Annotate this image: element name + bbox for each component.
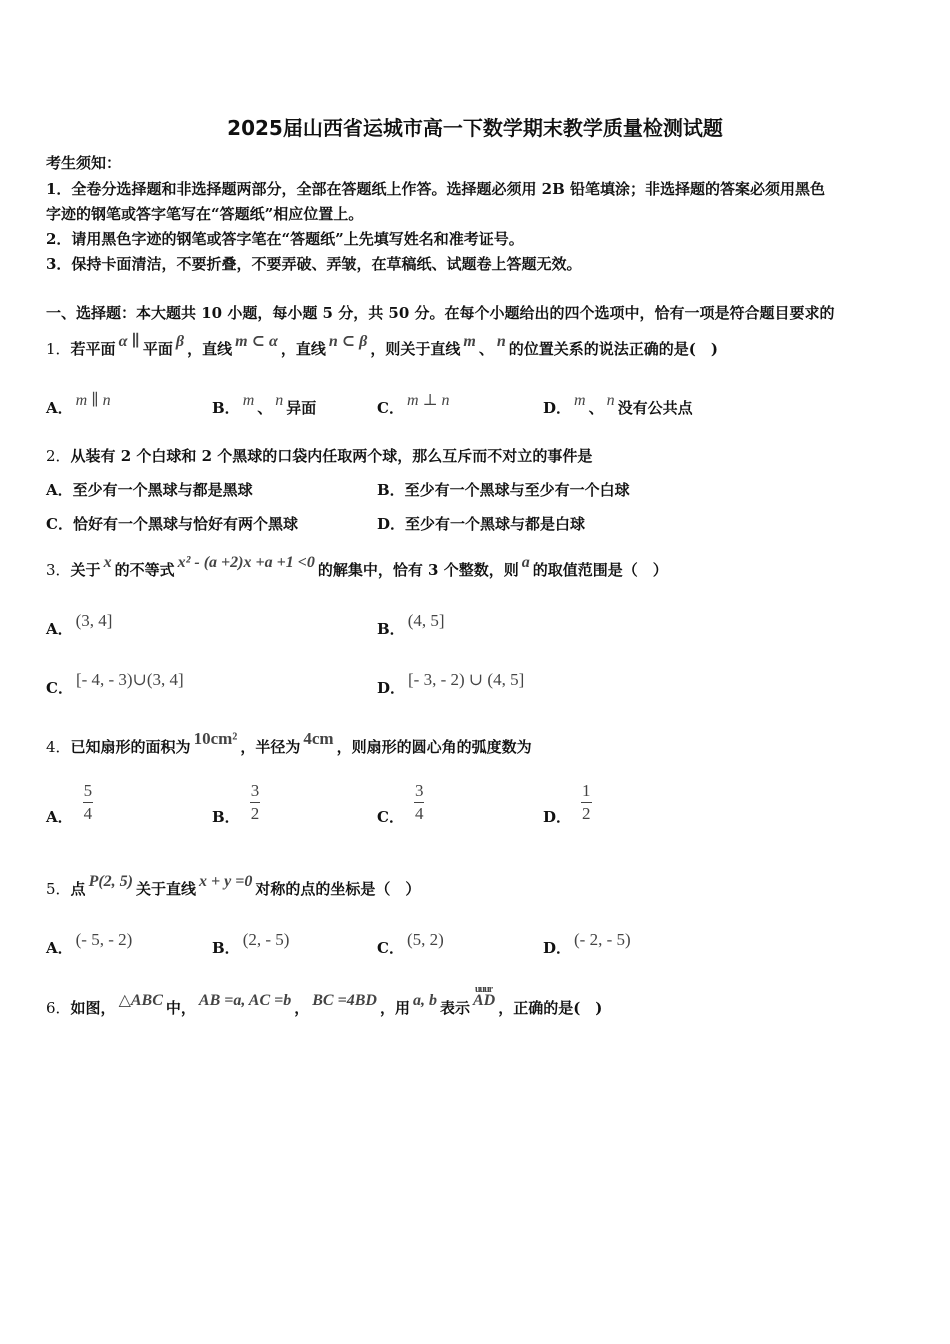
option-2c: C．恰好有一个黑球与恰好有两个黑球 bbox=[46, 515, 298, 533]
math-expression: (2, - 5) bbox=[242, 930, 290, 949]
math-expression: (3, 4] bbox=[75, 611, 113, 630]
question-text: 点 bbox=[70, 880, 86, 898]
option-label: D． bbox=[377, 679, 406, 697]
option-5b bbox=[212, 930, 292, 958]
option-3a bbox=[46, 611, 115, 639]
math-expression: m ⊥ n bbox=[406, 392, 450, 409]
vector-arrow: uuur bbox=[474, 984, 493, 995]
math-expression: x bbox=[103, 554, 112, 571]
math-expression: 10cm² bbox=[193, 729, 238, 748]
option-1b bbox=[212, 392, 317, 418]
math-expression: AB =a, AC =b bbox=[198, 992, 292, 1009]
option-label: A． bbox=[46, 939, 73, 957]
option-2b: B．至少有一个黑球与至少有一个白球 bbox=[377, 481, 630, 499]
option-label: B． bbox=[212, 399, 240, 417]
option-4b bbox=[212, 781, 260, 829]
question-number: 5． bbox=[46, 880, 71, 898]
question-text: ，半径为 bbox=[240, 738, 301, 756]
math-expression: △ABC bbox=[118, 992, 163, 1009]
option-label: C． bbox=[46, 679, 73, 697]
math-expression: 4cm bbox=[303, 729, 334, 748]
question-text: 关于 bbox=[70, 561, 101, 579]
question-text: 、 bbox=[478, 340, 494, 358]
question-text: 关于直线 bbox=[136, 880, 197, 898]
option-4a bbox=[46, 781, 93, 829]
fraction-numerator: 3 bbox=[250, 782, 261, 803]
math-expression: BC =4BD bbox=[312, 992, 377, 1009]
math-expression: n bbox=[275, 392, 284, 409]
notice-item-1-line-2: 字迹的钢笔或答字笔写在“答题纸”相应位置上。 bbox=[46, 205, 364, 223]
section-heading: 一、选择题：本大题共 10 小题，每小题 5 分，共 50 分。在每个小题给出的四个选项中，恰有一项是符合题目要求的 bbox=[46, 304, 835, 322]
question-text: 的解集中，恰有 3 个整数，则 bbox=[317, 561, 519, 579]
question-text: 已知扇形的面积为 bbox=[70, 738, 191, 756]
option-text: 、 bbox=[588, 399, 604, 417]
math-expression: α ∥ bbox=[118, 333, 140, 350]
option-5d bbox=[543, 930, 634, 958]
question-text: ，则关于直线 bbox=[370, 340, 461, 358]
math-expression: (4, 5] bbox=[407, 611, 445, 630]
question-text: 若平面 bbox=[70, 340, 116, 358]
option-4c bbox=[377, 781, 424, 829]
question-number: 1． bbox=[46, 340, 71, 358]
fraction-denominator: 2 bbox=[250, 804, 260, 823]
option-label: C． bbox=[377, 399, 404, 417]
option-text: 、 bbox=[257, 399, 273, 417]
fraction-numerator: 1 bbox=[581, 782, 592, 803]
question-text: 的取值范围是（ ） bbox=[532, 561, 668, 579]
question-text: 如图， bbox=[70, 999, 116, 1017]
question-text: 平面 bbox=[142, 340, 173, 358]
option-1d bbox=[543, 392, 693, 418]
math-expression: n ⊂ β bbox=[328, 333, 368, 350]
question-text: ，直线 bbox=[280, 340, 326, 358]
question-6 bbox=[46, 984, 603, 1018]
math-expression: β bbox=[175, 333, 185, 350]
question-4 bbox=[46, 729, 532, 757]
fraction bbox=[581, 782, 592, 823]
option-text: 异面 bbox=[286, 399, 317, 417]
math-expression: x + y =0 bbox=[199, 873, 253, 890]
option-1a bbox=[46, 392, 114, 418]
math-expression: n bbox=[606, 392, 615, 409]
question-text: ，正确的是( ) bbox=[498, 999, 603, 1017]
question-text: 的不等式 bbox=[114, 561, 175, 579]
option-label: B． bbox=[212, 807, 240, 826]
question-number: 2． bbox=[46, 447, 71, 465]
notice-item-3: 3．保持卡面清洁，不要折叠，不要弄破、弄皱，在草稿纸、试题卷上答题无效。 bbox=[46, 255, 582, 273]
math-expression: [- 4, - 3)∪(3, 4] bbox=[75, 670, 184, 689]
page-title: 2025届山西省运城市高一下数学期末教学质量检测试题 bbox=[227, 116, 723, 140]
option-1c bbox=[377, 392, 453, 418]
option-5c bbox=[377, 930, 447, 958]
math-expression: x² - (a +2)x +a +1 <0 bbox=[177, 554, 315, 571]
math-expression: (- 5, - 2) bbox=[75, 930, 133, 949]
notice-item-1-line-1: 1．全卷分选择题和非选择题两部分，全部在答题纸上作答。选择题必须用 2B 铅笔填涂；非选择题的答案必须用黑色 bbox=[46, 180, 826, 198]
math-expression: m bbox=[463, 333, 476, 350]
option-4d bbox=[543, 781, 592, 829]
option-label: A． bbox=[46, 399, 73, 417]
question-5 bbox=[46, 873, 421, 899]
math-expression: P(2, 5) bbox=[88, 873, 133, 890]
option-label: C． bbox=[377, 939, 404, 957]
option-label: D． bbox=[543, 399, 572, 417]
option-2a: A．至少有一个黑球与都是黑球 bbox=[46, 481, 253, 499]
fraction-numerator: 3 bbox=[414, 782, 425, 803]
option-text: 没有公共点 bbox=[617, 399, 693, 417]
notice-heading: 考生须知： bbox=[46, 154, 122, 172]
math-expression: m ⊂ α bbox=[235, 333, 278, 350]
question-number: 3． bbox=[46, 561, 71, 579]
question-text: 的位置关系的说法正确的是( ) bbox=[508, 340, 718, 358]
fraction-denominator: 2 bbox=[582, 804, 591, 823]
question-text: 对称的点的坐标是（ ） bbox=[255, 880, 421, 898]
notice-item-2: 2．请用黑色字迹的钢笔或答字笔在“答题纸”上先填写姓名和准考证号。 bbox=[46, 230, 524, 248]
math-expression: m bbox=[574, 392, 586, 409]
option-5a bbox=[46, 930, 135, 958]
question-text: 中， bbox=[165, 999, 196, 1017]
question-text: ，直线 bbox=[187, 340, 233, 358]
question-text: ，则扇形的圆心角的弧度数为 bbox=[336, 738, 532, 756]
fraction bbox=[414, 782, 425, 823]
question-3 bbox=[46, 554, 668, 580]
math-expression: AD bbox=[472, 992, 496, 1009]
option-label: A． bbox=[46, 620, 73, 638]
vector-expression bbox=[472, 984, 496, 1010]
fraction-denominator: 4 bbox=[83, 804, 93, 823]
question-number: 4． bbox=[46, 738, 71, 756]
option-3c bbox=[46, 670, 187, 698]
question-number: 6． bbox=[46, 999, 71, 1017]
option-label: B． bbox=[377, 620, 405, 638]
question-2 bbox=[46, 445, 592, 466]
math-expression: (- 2, - 5) bbox=[574, 930, 631, 949]
option-label: B． bbox=[212, 939, 240, 957]
option-3b bbox=[377, 611, 448, 639]
option-3d bbox=[377, 670, 527, 698]
question-1 bbox=[46, 333, 718, 359]
fraction-denominator: 4 bbox=[414, 804, 424, 823]
fraction-numerator: 5 bbox=[83, 782, 94, 803]
math-expression: m ∥ n bbox=[75, 392, 111, 409]
question-text: 表示 bbox=[439, 999, 470, 1017]
option-label: C． bbox=[377, 807, 404, 826]
fraction bbox=[250, 782, 261, 823]
question-text: ，用 bbox=[379, 999, 410, 1017]
math-expression: m bbox=[242, 392, 255, 409]
option-label: D． bbox=[543, 939, 572, 957]
question-text: 从装有 2 个白球和 2 个黑球的口袋内任取两个球，那么互斥而不对立的事件是 bbox=[70, 447, 593, 465]
fraction bbox=[83, 782, 94, 823]
option-2d: D．至少有一个黑球与都是白球 bbox=[377, 515, 586, 533]
option-label: A． bbox=[46, 807, 73, 826]
option-label: D． bbox=[543, 807, 572, 826]
math-expression: [- 3, - 2) ∪ (4, 5] bbox=[408, 670, 525, 689]
math-expression: a bbox=[521, 554, 530, 571]
question-text: ， bbox=[294, 999, 310, 1017]
math-expression: n bbox=[496, 333, 506, 350]
math-expression: a, b bbox=[412, 992, 437, 1009]
math-expression: (5, 2) bbox=[406, 930, 444, 949]
